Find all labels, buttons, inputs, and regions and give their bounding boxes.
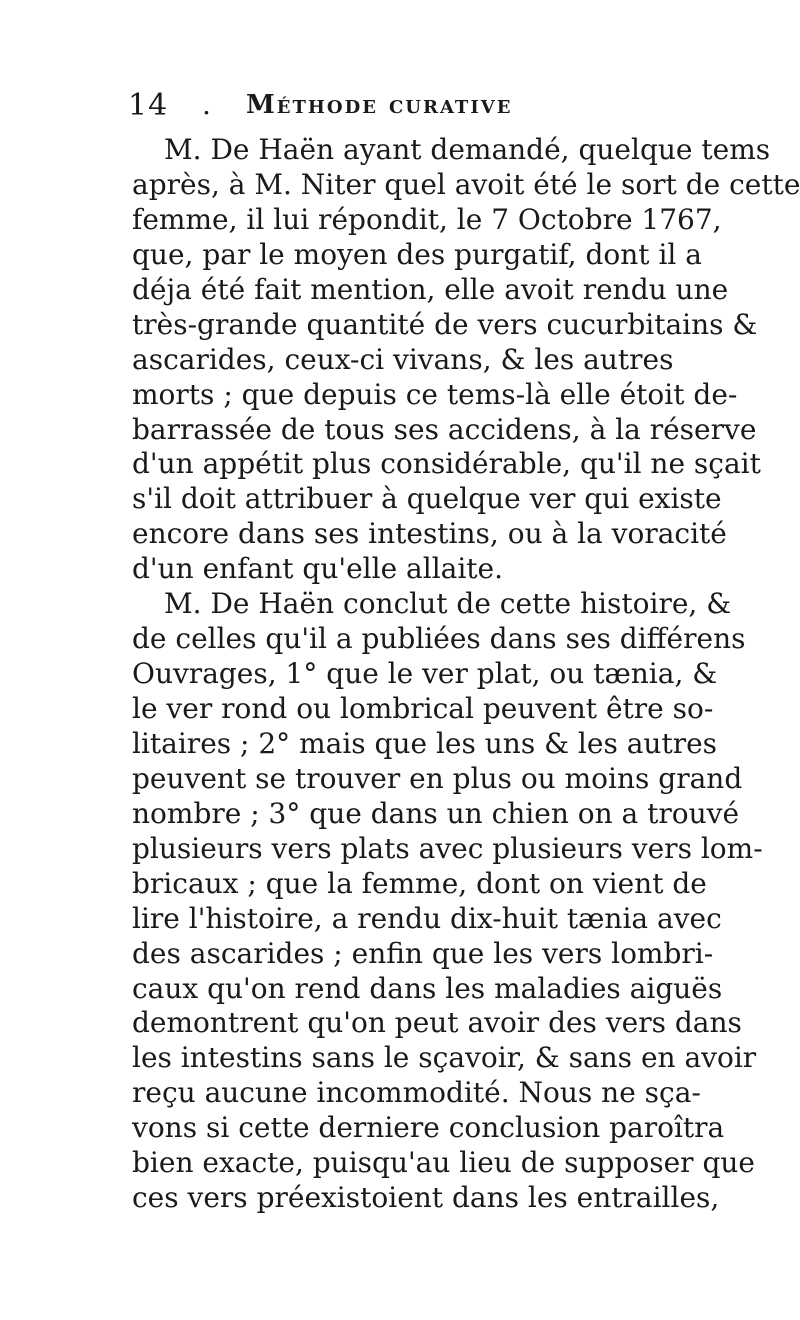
text-line: s'il doit attribuer à quelque ver qui existe bbox=[132, 482, 722, 516]
text-line: déja été fait mention, elle avoit rendu une bbox=[132, 272, 729, 306]
text-line: que, par le moyen des purgatif, dont il a bbox=[132, 237, 702, 271]
body-text bbox=[132, 133, 800, 1216]
text-line: bien exacte, puisqu'au lieu de supposer que bbox=[132, 1146, 755, 1180]
page-number: 14 bbox=[128, 88, 169, 123]
text-line: femme, il lui répondit, le 7 Octobre 1767, bbox=[132, 202, 722, 236]
text-line: reçu aucune incommodité. Nous ne sça- bbox=[132, 1076, 701, 1110]
head-separator: . bbox=[202, 88, 211, 121]
text-line: des ascarides ; enfin que les vers lombri- bbox=[132, 936, 714, 970]
text-line: Ouvrages, 1° que le ver plat, ou tænia, & bbox=[132, 657, 718, 691]
text-line: lire l'histoire, a rendu dix-huit tænia avec bbox=[132, 901, 722, 935]
text-line: ces vers préexistoient dans les entrailles, bbox=[132, 1181, 720, 1215]
paragraph bbox=[132, 133, 800, 587]
running-title: Méthode curative bbox=[246, 90, 513, 120]
text-line: demontrent qu'on peut avoir des vers dans bbox=[132, 1006, 742, 1040]
text-line: encore dans ses intestins, ou à la voracité bbox=[132, 517, 727, 551]
text-line: bricaux ; que la femme, dont on vient de bbox=[132, 866, 707, 900]
text-line: ascarides, ceux-ci vivans, & les autres bbox=[132, 342, 674, 376]
running-head bbox=[128, 88, 688, 128]
text-line: très-grande quantité de vers cucurbitains & bbox=[132, 307, 758, 341]
text-line: morts ; que depuis ce tems-là elle étoit de- bbox=[132, 377, 738, 411]
text-line: M. De Haën conclut de cette histoire, & bbox=[164, 587, 732, 621]
text-line: barrassée de tous ses accidens, à la réserve bbox=[132, 412, 757, 446]
text-line: M. De Haën ayant demandé, quelque tems bbox=[164, 133, 771, 166]
text-line: après, à M. Niter quel avoit été le sort de cette bbox=[132, 167, 800, 201]
text-line: d'un enfant qu'elle allaite. bbox=[132, 552, 504, 586]
text-line: de celles qu'il a publiées dans ses différens bbox=[132, 622, 746, 656]
text-line: peuvent se trouver en plus ou moins grand bbox=[132, 761, 743, 795]
text-line: le ver rond ou lombrical peuvent être so- bbox=[132, 692, 714, 725]
text-line: plusieurs vers plats avec plusieurs vers lom- bbox=[132, 831, 763, 865]
text-line: les intestins sans le sçavoir, & sans en avoir bbox=[132, 1041, 757, 1075]
text-line: caux qu'on rend dans les maladies aiguës bbox=[132, 971, 723, 1005]
text-line: litaires ; 2° mais que les uns & les autres bbox=[132, 726, 718, 760]
text-line: d'un appétit plus considérable, qu'il ne sçait bbox=[132, 447, 761, 481]
paragraph bbox=[132, 587, 763, 1216]
text-line: nombre ; 3° que dans un chien on a trouvé bbox=[132, 796, 740, 830]
text-line: vons si cette derniere conclusion paroîtra bbox=[132, 1111, 725, 1145]
